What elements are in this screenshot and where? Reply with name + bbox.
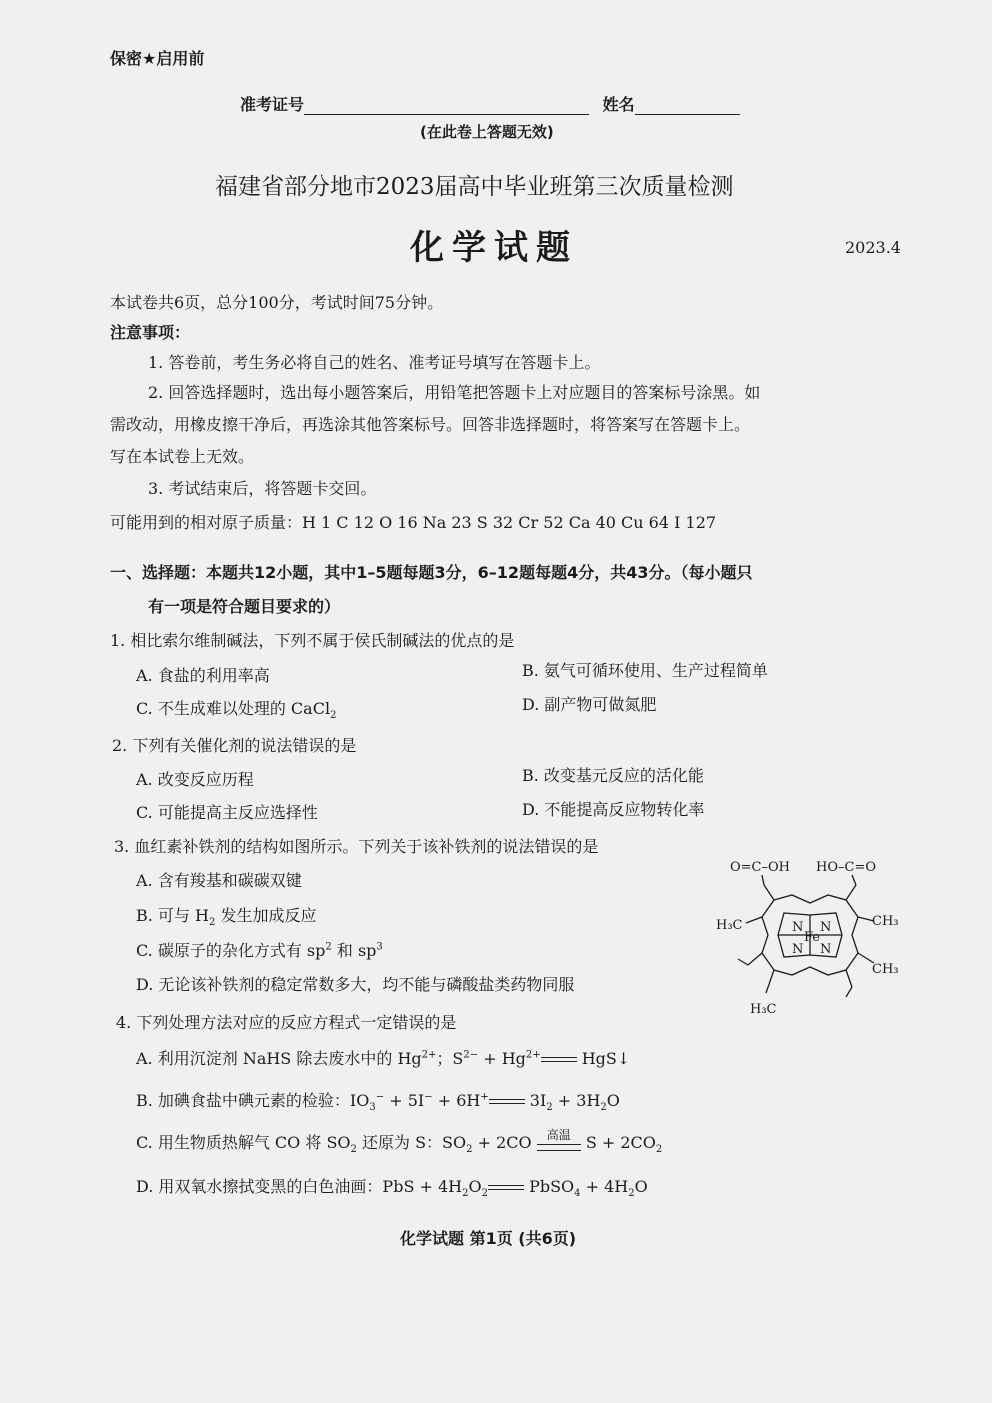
q4-b-sup1: −	[375, 1091, 385, 1103]
note-1: 1. 答卷前，考生务必将自己的姓名、准考证号填写在答题卡上。	[148, 353, 601, 372]
candidate-info-line	[240, 92, 740, 115]
q3-option-d: D. 无论该补铁剂的稳定常数多大，均不能与磷酸盐类药物同服	[136, 975, 575, 994]
section-heading-a: 一、选择题：本题共12小题，其中1–5题每题3分，6–12题每题4分，共43分。（每小题只	[110, 563, 753, 582]
q2-option-b: B. 改变基元反应的活化能	[522, 766, 704, 785]
reaction-condition	[537, 1127, 581, 1154]
n-label-3: N	[792, 942, 804, 957]
q4-c-eq1: 还原为 S：SO	[356, 1133, 467, 1152]
q4-d-eq1: O	[468, 1177, 482, 1196]
exam-title: 福建省部分地市2023届高中毕业班第三次质量检测	[215, 174, 734, 200]
q4-c-eq2: + 2CO	[472, 1133, 532, 1152]
q4-a-sup: 2+	[421, 1049, 437, 1061]
q4-a-eq3: HgS↓	[576, 1049, 631, 1068]
q3-stem: 3. 血红素补铁剂的结构如图所示。下列关于该补铁剂的说法错误的是	[114, 837, 599, 856]
q1-option-c-text: C. 不生成难以处理的 CaCl	[136, 699, 331, 718]
exam-id-label: 准考证号	[240, 95, 305, 114]
q2-stem: 2. 下列有关催化剂的说法错误的是	[112, 736, 357, 755]
q4-b-sup3: +	[480, 1091, 489, 1103]
q4-d-eq4: O	[634, 1177, 648, 1196]
page-footer: 化学试题 第1页 (共6页)	[400, 1229, 577, 1248]
invalid-note: (在此卷上答题无效)	[420, 123, 554, 141]
q4-stem: 4. 下列处理方法对应的反应方程式一定错误的是	[116, 1013, 457, 1032]
q3-c-mid: 和 sp	[331, 941, 377, 960]
q3-option-a: A. 含有羧基和碳碳双键	[136, 871, 302, 890]
confidential-label: 保密★启用前	[110, 49, 205, 68]
heme-structure-diagram	[712, 855, 912, 1030]
q4-a-sup3: 2+	[525, 1049, 541, 1061]
atomic-masses: 可能用到的相对原子质量：H 1 C 12 O 16 Na 23 S 32 Cr 52 Ca 40 Cu 64 I 127	[110, 513, 717, 532]
q4-b-sup2: −	[424, 1091, 433, 1103]
exam-id-blank	[304, 96, 589, 115]
q4-b-sub1: 3	[369, 1102, 376, 1114]
ch3-right2-label: CH₃	[872, 962, 899, 977]
cooh-right-label: HO–C=O	[816, 860, 876, 875]
q1-option-d: D. 副产物可做氮肥	[522, 695, 657, 714]
q1-option-a: A. 食盐的利用率高	[136, 666, 270, 685]
name-label: 姓名	[602, 95, 635, 114]
ch3-right1-label: CH₃	[872, 914, 899, 929]
equals-sign	[488, 1183, 524, 1193]
q3-option-b	[136, 903, 316, 928]
note-2b: 需改动，用橡皮擦干净后，再选涂其他答案标号。回答非选择题时，将答案写在答题卡上。	[110, 415, 751, 434]
name-blank	[635, 96, 740, 115]
q4-d-eq3: + 4H	[580, 1177, 629, 1196]
note-2c: 写在本试卷上无效。	[110, 447, 255, 466]
q4-d-sub4: 2	[628, 1188, 635, 1200]
condition-label: 高温	[546, 1127, 571, 1142]
q4-a-eq1: ；S	[436, 1049, 464, 1068]
q4-option-a	[136, 1046, 630, 1069]
q4-a-pre: A. 利用沉淀剂 NaHS 除去废水中的 Hg	[136, 1049, 422, 1068]
fe-label: Fe	[804, 930, 821, 945]
q4-b-sub4: 2	[546, 1102, 553, 1114]
q4-b-pre: B. 加碘食盐中碘元素的检验：IO	[136, 1091, 370, 1110]
q3-b-sub: 2	[208, 917, 216, 929]
q4-b-eq2: + 6H	[432, 1091, 481, 1110]
q3-c-pre: C. 碳原子的杂化方式有 sp	[136, 941, 326, 960]
equals-sign	[489, 1097, 525, 1107]
q4-option-c	[136, 1127, 663, 1156]
paper-info: 本试卷共6页，总分100分，考试时间75分钟。	[110, 293, 444, 312]
q4-a-sup2: 2−	[463, 1049, 479, 1061]
note-2a: 2. 回答选择题时，选出每小题答案后，用铅笔把答题卡上对应题目的答案标号涂黑。如	[148, 383, 761, 402]
cooh-left-label: O=C–OH	[730, 860, 790, 875]
condition-bars	[537, 1144, 581, 1151]
q3-c-sup2: 3	[376, 941, 383, 953]
q2-option-a: A. 改变反应历程	[136, 770, 254, 789]
n-label-2: N	[820, 920, 832, 935]
notes-label: 注意事项：	[110, 323, 191, 342]
q1-stem: 1. 相比索尔维制碱法，下列不属于侯氏制碱法的优点的是	[110, 631, 515, 650]
q4-d-sub3: 4	[574, 1188, 581, 1200]
note-3: 3. 考试结束后，将答题卡交回。	[148, 479, 377, 498]
q4-c-eq3: S + 2CO	[585, 1133, 656, 1152]
q4-b-eq1: + 5I	[384, 1091, 425, 1110]
q1-option-c	[136, 696, 336, 721]
q4-d-pre: D. 用双氧水擦拭变黑的白色油画：PbS + 4H	[136, 1177, 463, 1196]
subject-title: 化学试题	[410, 228, 578, 268]
ch3-left-label: H₃C	[716, 918, 743, 933]
q3-b-pre: B. 可与 H	[136, 906, 209, 925]
q4-b-eq3: 3I	[524, 1091, 547, 1110]
q4-c-sub2: 2	[466, 1144, 473, 1156]
q4-a-eq2: + Hg	[478, 1049, 526, 1068]
q4-b-eq5: O	[606, 1091, 620, 1110]
q4-d-sub2: 2	[481, 1188, 488, 1200]
q4-c-pre: C. 用生物质热解气 CO 将 SO	[136, 1133, 351, 1152]
q2-option-d: D. 不能提高反应物转化率	[522, 800, 705, 819]
q3-c-sup1: 2	[325, 941, 332, 953]
q4-c-sub3: 2	[655, 1144, 663, 1156]
n-label-1: N	[792, 920, 804, 935]
q2-option-c: C. 可能提高主反应选择性	[136, 803, 318, 822]
q4-d-eq2: PbSO	[524, 1177, 575, 1196]
q4-b-eq4: + 3H	[552, 1091, 601, 1110]
q4-option-b	[136, 1088, 620, 1113]
q1-option-c-sub: 2	[330, 710, 337, 722]
ch3-bottom-label: H₃C	[750, 1002, 777, 1017]
section-heading-b: 有一项是符合题目要求的）	[148, 597, 341, 616]
q3-option-c	[136, 938, 383, 961]
exam-date: 2023.4	[845, 238, 901, 257]
n-label-4: N	[820, 942, 832, 957]
equals-sign	[541, 1055, 577, 1065]
q4-c-sub1: 2	[350, 1144, 357, 1156]
q1-option-b: B. 氨气可循环使用、生产过程简单	[522, 661, 768, 680]
q3-b-post: 发生加成反应	[215, 906, 317, 925]
q4-option-d	[136, 1174, 648, 1199]
q4-b-sub5: 2	[600, 1102, 607, 1114]
q4-d-sub1: 2	[462, 1188, 469, 1200]
